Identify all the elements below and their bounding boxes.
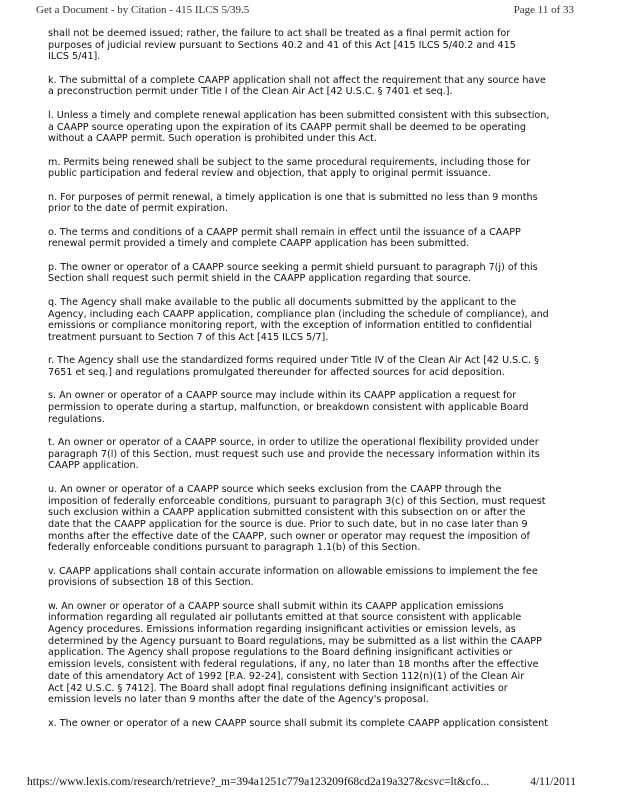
footer-url: https://www.lexis.com/research/retrieve?_m=394a1251c779a123209f68cd2a19a327&csvc=lt&cfo...: [27, 776, 490, 788]
text-line: emission levels, consistent with federal regulations, if any, no later than 18 months after the effective: [48, 659, 539, 671]
text-line: date of this amendatory Act of 1992 [P.A. 92-24], consistent with Section 112(n)(1) of the Clean Air: [48, 670, 525, 682]
paragraph: [48, 718, 578, 730]
text-line: s. An owner or operator of a CAAPP source may include within its CAAPP application a request for: [48, 390, 517, 402]
text-line: permission to operate during a startup, malfunction, or breakdown consistent with applicable Board: [48, 402, 529, 413]
text-line: emissions or compliance monitoring report, with the exception of information entitled to confidential: [48, 320, 533, 332]
text-line: o. The terms and conditions of a CAAPP permit shall remain in effect until the issuance of a CAAPP: [48, 226, 521, 238]
paragraph: [48, 601, 578, 706]
paragraph: [48, 157, 578, 180]
text-line: without a CAAPP permit. Such operation is prohibited under this Act.: [48, 133, 377, 145]
text-line: application. The Agency shall propose regulations to the Board defining insignificant activities or: [48, 647, 513, 659]
footer-date: 4/11/2011: [530, 776, 576, 788]
text-line: CAAPP application.: [48, 460, 139, 472]
text-line: 7651 et seq.] and regulations promulgated thereunder for affected sources for acid deposition.: [48, 366, 505, 378]
paragraph: [48, 110, 578, 145]
paragraph: [48, 75, 578, 98]
text-line: date that the CAAPP application for the source is due. Prior to such date, but in no case later than 9: [48, 518, 528, 530]
text-line: a CAAPP source operating upon the expiration of its CAAPP permit shall be deemed to be operating: [48, 121, 527, 133]
paragraph: [48, 297, 578, 344]
text-line: emission levels no later than 9 months after the date of the Agency's proposal.: [48, 694, 429, 706]
text-line: p. The owner or operator of a CAAPP source seeking a permit shield pursuant to paragraph 7(j) of this: [48, 261, 538, 273]
text-line: k. The submittal of a complete CAAPP application shall not affect the requirement that any source have: [48, 74, 546, 86]
text-line: federally enforceable conditions pursuant to paragraph 1.1(b) of this Section.: [48, 542, 421, 554]
text-line: renewal permit provided a timely and complete CAAPP application has been submitted.: [48, 238, 470, 250]
document-body: [48, 28, 578, 741]
text-line: treatment pursuant to Section 7 of this Act [415 ILCS 5/7].: [48, 331, 329, 343]
text-line: provisions of subsection 18 of this Section.: [48, 577, 254, 589]
text-line: v. CAAPP applications shall contain accurate information on allowable emissions to implement the fee: [48, 565, 538, 577]
text-line: public participation and federal review and objection, that apply to original permit issuance.: [48, 168, 491, 180]
text-line: x. The owner or operator of a new CAAPP source shall submit its complete CAAPP application consistent: [48, 717, 548, 729]
text-line: w. An owner or operator of a CAAPP source shall submit within its CAAPP application emissions: [48, 600, 504, 612]
text-line: purposes of judicial review pursuant to Sections 40.2 and 41 of this Act [415 ILCS 5/40.2 and 415: [48, 39, 516, 51]
text-line: Agency procedures. Emissions information regarding insignificant activities or emission levels, as: [48, 624, 516, 636]
paragraph: [48, 192, 578, 215]
text-line: months after the effective date of the CAAPP, such owner or operator may request the imposition of: [48, 530, 530, 542]
paragraph: [48, 28, 578, 63]
text-line: Agency, including each CAAPP application, compliance plan (including the schedule of compliance), and: [48, 308, 549, 320]
paragraph: [48, 437, 578, 472]
text-line: Section shall request such permit shield in the CAAPP application regarding that source.: [48, 273, 472, 285]
paragraph: [48, 227, 578, 250]
text-line: u. An owner or operator of a CAAPP source which seeks exclusion from the CAAPP through the: [48, 483, 502, 495]
text-line: paragraph 7(l) of this Section, must request such use and provide the necessary information within its: [48, 448, 540, 460]
text-line: ILCS 5/41].: [48, 51, 101, 63]
paragraph: [48, 566, 578, 589]
text-line: such exclusion within a CAAPP application submitted consistent with this subsection on or after the: [48, 507, 526, 519]
text-line: regulations.: [48, 413, 105, 425]
text-line: l. Unless a timely and complete renewal application has been submitted consistent with this subsection,: [48, 109, 550, 121]
text-line: r. The Agency shall use the standardized forms required under Title IV of the Clean Air Act [42 U.S.C. §: [48, 355, 539, 367]
text-line: shall not be deemed issued; rather, the failure to act shall be treated as a final permit action for: [48, 28, 511, 39]
text-line: prior to the date of permit expiration.: [48, 203, 229, 215]
paragraph: [48, 262, 578, 285]
text-line: imposition of federally enforceable conditions, pursuant to paragraph 3(c) of this Section, must request: [48, 495, 546, 507]
text-line: t. An owner or operator of a CAAPP source, in order to utilize the operational flexibility provided under: [48, 437, 539, 449]
text-line: m. Permits being renewed shall be subject to the same procedural requirements, including those for: [48, 156, 531, 168]
text-line: n. For purposes of permit renewal, a timely application is one that is submitted no less than 9 months: [48, 191, 538, 203]
text-line: information regarding all regulated air pollutants emitted at that source consistent with applicable: [48, 612, 522, 624]
page-number: Page 11 of 33: [513, 4, 574, 16]
document-title: Get a Document - by Citation - 415 ILCS 5/39.5: [36, 4, 250, 16]
text-line: determined by the Agency pursuant to Board regulations, may be submitted as a list within the CAAPP: [48, 635, 542, 647]
paragraph: [48, 484, 578, 554]
text-line: a preconstruction permit under Title I of the Clean Air Act [42 U.S.C. § 7401 et seq.].: [48, 86, 453, 98]
paragraph: [48, 390, 578, 425]
text-line: Act [42 U.S.C. § 7412]. The Board shall adopt final regulations defining insignificant activities or: [48, 682, 508, 694]
paragraph: [48, 355, 578, 378]
text-line: q. The Agency shall make available to the public all documents submitted by the applicant to the: [48, 296, 517, 308]
